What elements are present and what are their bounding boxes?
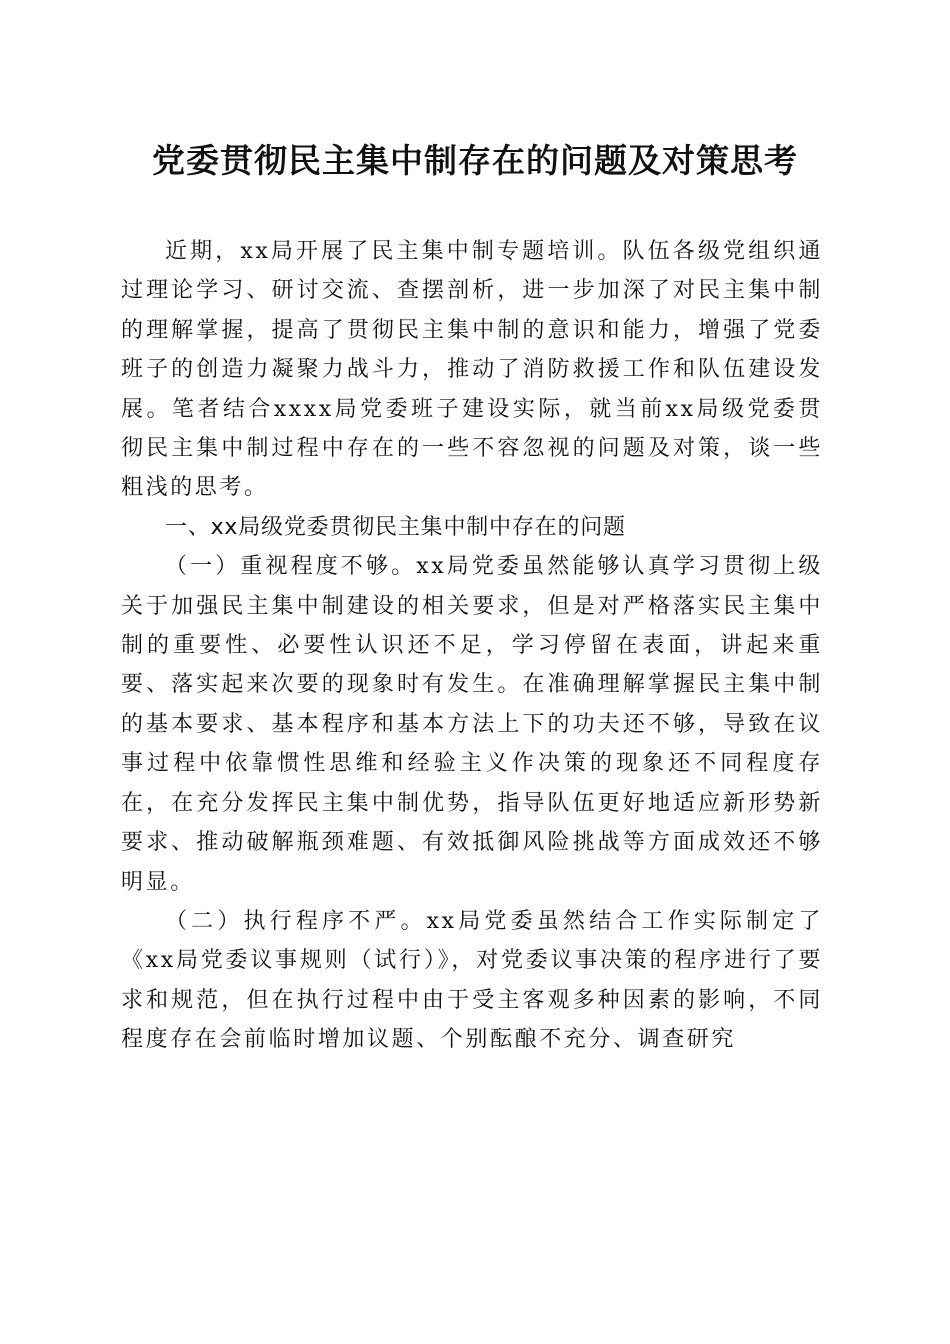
document-body (121, 232, 823, 1060)
document-title: 党委贯彻民主集中制存在的问题及对策思考 (152, 141, 798, 180)
section-heading-1: 一、xx局级党委贯彻民主集中制中存在的问题 (165, 514, 626, 540)
subsection-paragraph-1: （一）重视程度不够。xx局党委虽然能够认真学习贯彻上级关于加强民主集中制建设的相关要求，但是对严格落实民主集中制的重要性、必要性认识还不足，学习停留在表面，讲起来重要、落实起来次要的现象时有发生。在准确理解掌握民主集中制的基本要求、基本程序和基本方法上下的功夫还不够，导致在议事过程中依靠惯性思维和经验主义作决策的现象还不同程度存在，在充分发挥民主集中制优势，指导队伍更好地适应新形势新要求、推动破解瓶颈难题、有效抵御风险挑战等方面成效还不够明显。 (121, 554, 823, 895)
subsection-paragraph-2: （二）执行程序不严。xx局党委虽然结合工作实际制定了《xx局党委议事规则（试行）》，对党委议事决策的程序进行了要求和规范，但在执行过程中由于受主客观多种因素的影响，不同程度存在会前临时增加议题、个别酝酿不充分、调查研究 (121, 908, 823, 1053)
intro-paragraph: 近期，xx局开展了民主集中制专题培训。队伍各级党组织通过理论学习、研讨交流、查摆剖析，进一步加深了对民主集中制的理解掌握，提高了贯彻民主集中制的意识和能力，增强了党委班子的创造力凝聚力战斗力，推动了消防救援工作和队伍建设发展。笔者结合xxxx局党委班子建设实际，就当前xx局级党委贯彻民主集中制过程中存在的一些不容忽视的问题及对策，谈一些粗浅的思考。 (121, 239, 823, 501)
